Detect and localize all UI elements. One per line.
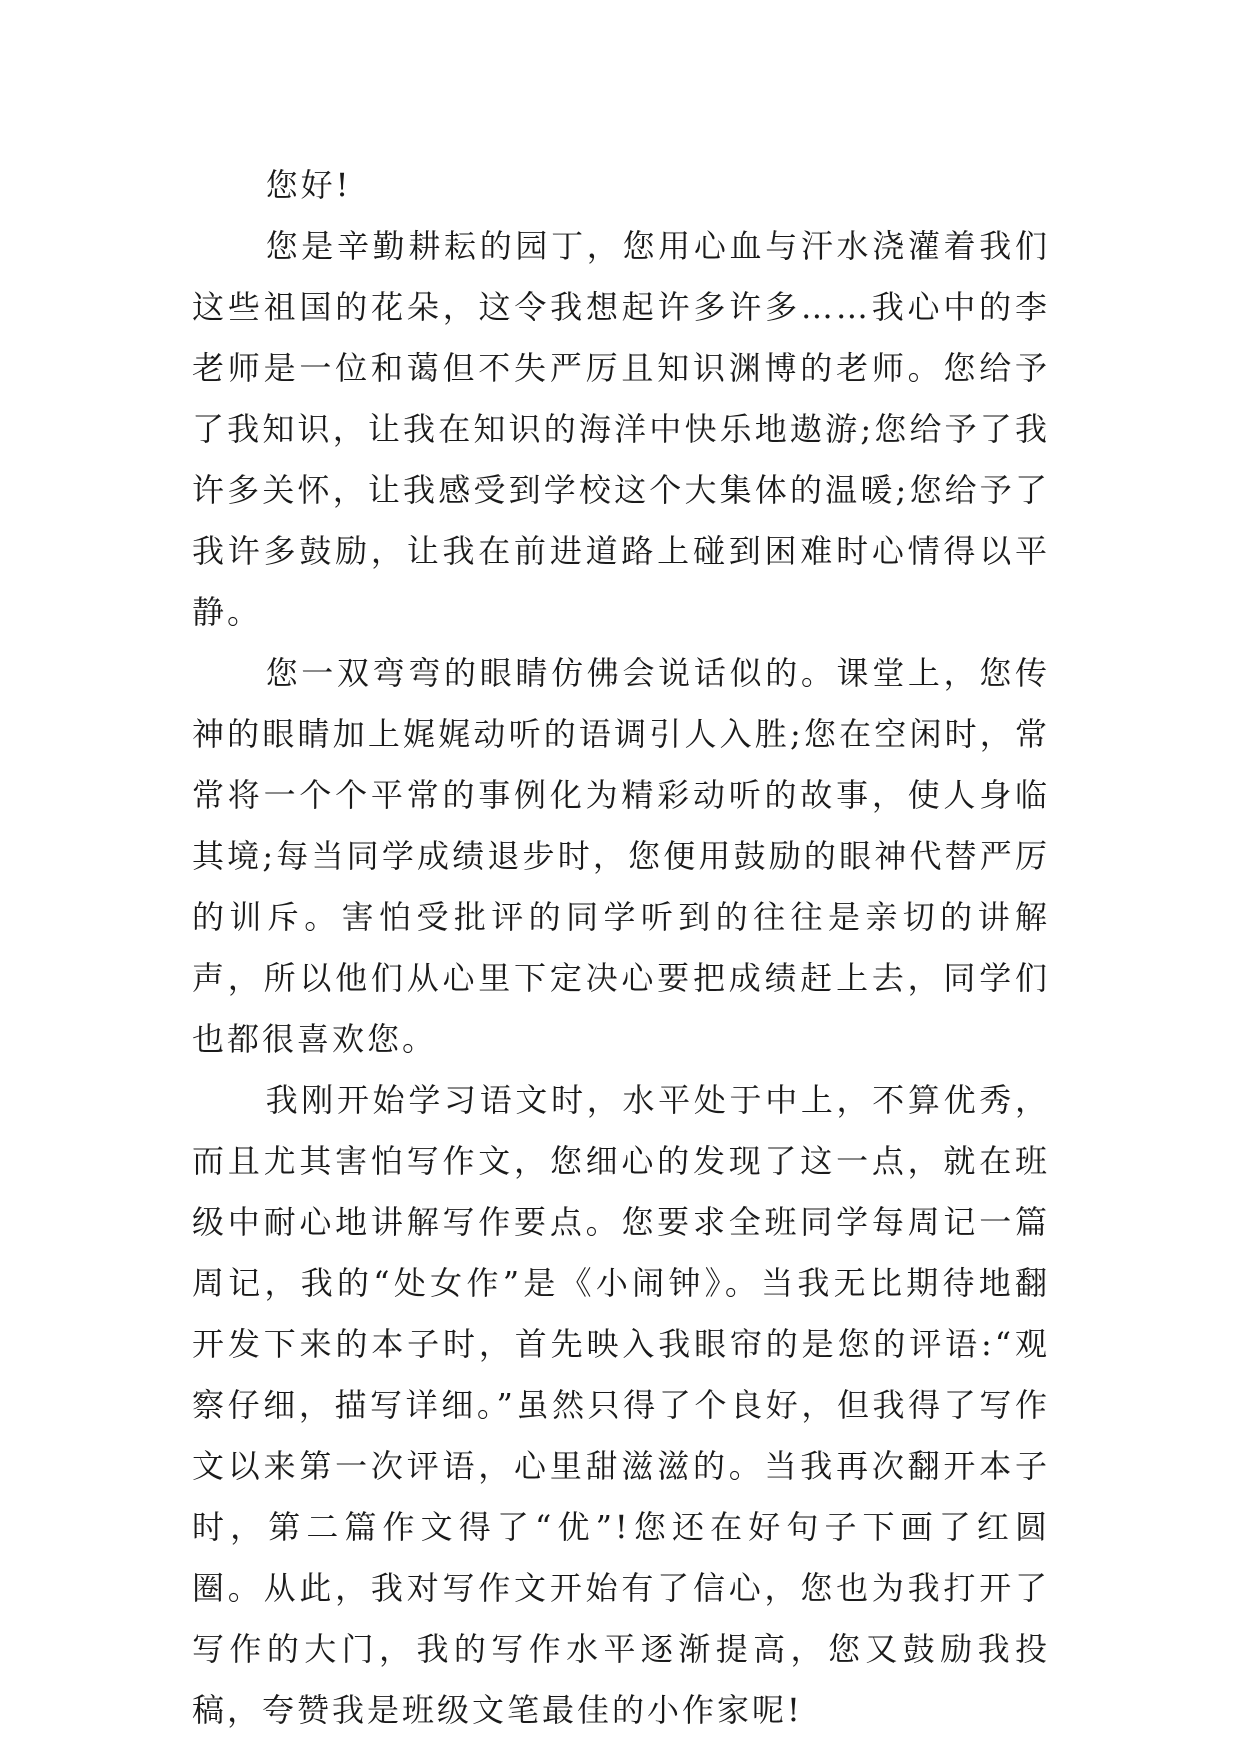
paragraph-1: 您是辛勤耕耘的园丁，您用心血与汗水浇灌着我们这些祖国的花朵，这令我想起许多许多……我心中的李老师是一位和蔼但不失严厉且知识渊博的老师。您给予了我知识，让我在知识的海洋中快乐地遨游;您给予了我许多关怀，让我感受到学校这个大集体的温暖;您给予了我许多鼓励，让我在前进道路上碰到困难时心情得以平静。 [192,227,1050,631]
paragraph-3: 我刚开始学习语文时，水平处于中上，不算优秀，而且尤其害怕写作文，您细心的发现了这一点，就在班级中耐心地讲解写作要点。您要求全班同学每周记一篇周记，我的“处女作”是《小闹钟》。当我无比期待地翻开发下来的本子时，首先映入我眼帘的是您的评语:“观察仔细，描写详细。”虽然只得了个良好，但我得了写作文以来第一次评语，心里甜滋滋的。当我再次翻开本子时，第二篇作文得了“优”!您还在好句子下画了红圆圈。从此，我对写作文开始有了信心，您也为我打开了写作的大门，我的写作水平逐渐提高，您又鼓励我投稿，夸赞我是班级文笔最佳的小作家呢! [192,1081,1050,1729]
letter-body [192,155,1050,1741]
greeting: 您好! [265,166,352,204]
paragraph-2: 您一双弯弯的眼睛仿佛会说话似的。课堂上，您传神的眼睛加上娓娓动听的语调引人入胜;您在空闲时，常常将一个个平常的事例化为精彩动听的故事，使人身临其境;每当同学成绩退步时，您便用鼓励的眼神代替严厉的训斥。害怕受批评的同学听到的往往是亲切的讲解声，所以他们从心里下定决心要把成绩赶上去，同学们也都很喜欢您。 [192,654,1050,1058]
